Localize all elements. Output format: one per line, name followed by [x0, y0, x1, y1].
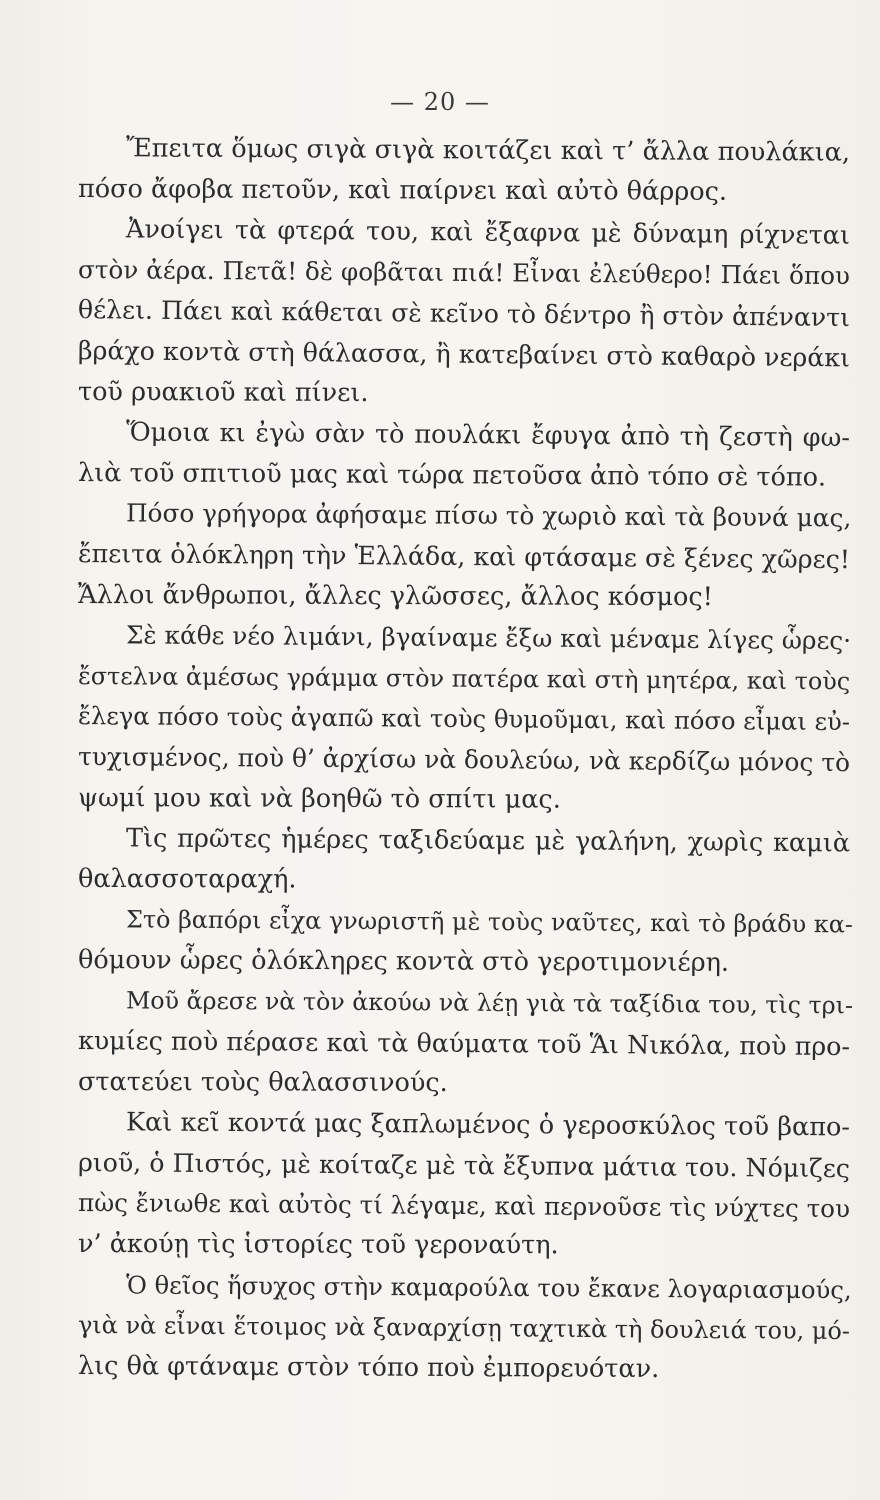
paragraph-first-line: Ὅμοια κι ἐγὼ σὰν τὸ πουλάκι ἔφυγα ἀπὸ τὴ ζεστὴ φω- — [125, 417, 851, 454]
text-line: θόμουν ὧρες ὁλόκληρες κοντὰ στὸ γεροτιμονιέρη. — [77, 944, 730, 978]
text-line: θαλασσοταραχή. — [77, 863, 297, 895]
text-line: Ἄλλοι ἄνθρωποι, ἄλλες γλῶσσες, ἄλλος κόσμος! — [77, 579, 714, 612]
text-line: βράχο κοντὰ στὴ θάλασσα, ἢ κατεβαίνει στὸ καθαρὸ νεράκι — [77, 335, 851, 373]
text-line: ἔπειτα ὁλόκληρη τὴν Ἑλλάδα, καὶ φτάσαμε σὲ ξένες χῶρες! — [77, 538, 851, 575]
page-body-text — [77, 128, 854, 1386]
paragraph-first-line: Ἔπειτα ὅμως σιγὰ σιγὰ κοιτάζει καὶ τ’ ἄλλα πουλάκια, — [125, 133, 851, 168]
text-line: στὸν ἀέρα. Πετᾶ! δὲ φοβᾶται πιά! Εἶναι ἐλεύθερο! Πάει ὅπου — [77, 254, 851, 290]
paragraph-first-line: Τὶς πρῶτες ἡμέρες ταξιδεύαμε μὲ γαλήνη, χωρὶς καμιὰ — [125, 823, 851, 859]
text-line: τυχισμένος, ποὺ θ’ ἀρχίσω νὰ δουλεύω, νὰ κερδίζω μόνος τὸ — [77, 741, 851, 777]
paragraph-first-line: Πόσο γρήγορα ἀφήσαμε πίσω τὸ χωριὸ καὶ τὰ βουνά μας, — [125, 498, 852, 533]
text-line: ψωμί μου καὶ νὰ βοηθῶ τὸ σπίτι μας. — [77, 782, 561, 815]
paragraph-first-line: Ὁ θεῖος ἥσυχος στὴν καμαρούλα του ἔκανε λογαριασμούς, — [125, 1269, 852, 1305]
paragraph-first-line: Σὲ κάθε νέο λιμάνι, βγαίναμε ἔξω καὶ μέναμε λίγες ὧρες· — [125, 620, 852, 656]
text-line: λιὰ τοῦ σπιτιοῦ μας καὶ τώρα πετοῦσα ἀπὸ τόπο σὲ τόπο. — [77, 457, 827, 493]
text-line: θέλει. Πάει καὶ κάθεται σὲ κεῖνο τὸ δέντρο ἢ στὸν ἀπέναντι — [77, 295, 851, 333]
text-line: πόσο ἄφοβα πετοῦν, καὶ παίρνει καὶ αὐτὸ θάρρος. — [77, 173, 728, 207]
text-line: στατεύει τοὺς θαλασσινούς. — [77, 1066, 448, 1098]
text-line: ν’ ἀκούῃ τὶς ἱστορίες τοῦ γεροναύτη. — [77, 1229, 559, 1261]
text-line: κυμίες ποὺ πέρασε καὶ τὰ θαύματα τοῦ Ἅι Νικόλα, ποὺ προ- — [77, 1026, 851, 1062]
text-line: λις θὰ φτάναμε στὸν τόπο ποὺ ἐμπορευόταν. — [77, 1350, 660, 1384]
text-line: τοῦ ρυακιοῦ καὶ πίνει. — [77, 376, 369, 408]
paragraph-first-line: Στὸ βαπόρι εἶχα γνωριστῆ μὲ τοὺς ναῦτες, καὶ τὸ βράδυ κα- — [125, 905, 854, 939]
text-line: ἔλεγα πόσο τοὺς ἀγαπῶ καὶ τοὺς θυμοῦμαι, καὶ πόσο εἶμαι εὐ- — [77, 702, 851, 737]
text-line: πὼς ἔνιωθε καὶ αὐτὸς τί λέγαμε, καὶ περνοῦσε τὶς νύχτες του — [77, 1188, 851, 1224]
text-line: ριοῦ, ὁ Πιστός, μὲ κοίταζε μὲ τὰ ἔξυπνα μάτια του. Νόμιζες — [77, 1147, 851, 1183]
page-number: — 20 — — [390, 88, 490, 116]
paragraph-first-line: Μοῦ ἄρεσε νὰ τὸν ἀκούω νὰ λέῃ γιὰ τὰ ταξίδια του, τὶς τρι- — [125, 986, 854, 1020]
paragraph-first-line: Καὶ κεῖ κοντά μας ξαπλωμένος ὁ γεροσκύλος τοῦ βαπο- — [125, 1107, 851, 1143]
text-line: ἔστελνα ἀμέσως γράμμα στὸν πατέρα καὶ στὴ μητέρα, καὶ τοὺς — [77, 661, 851, 696]
text-line: γιὰ νὰ εἶναι ἕτοιμος νὰ ξαναρχίσῃ ταχτικὰ τὴ δουλειά του, μό- — [77, 1311, 851, 1346]
paragraph-first-line: Ἀνοίγει τὰ φτερά του, καὶ ἔξαφνα μὲ δύναμη ρίχνεται — [125, 214, 851, 251]
